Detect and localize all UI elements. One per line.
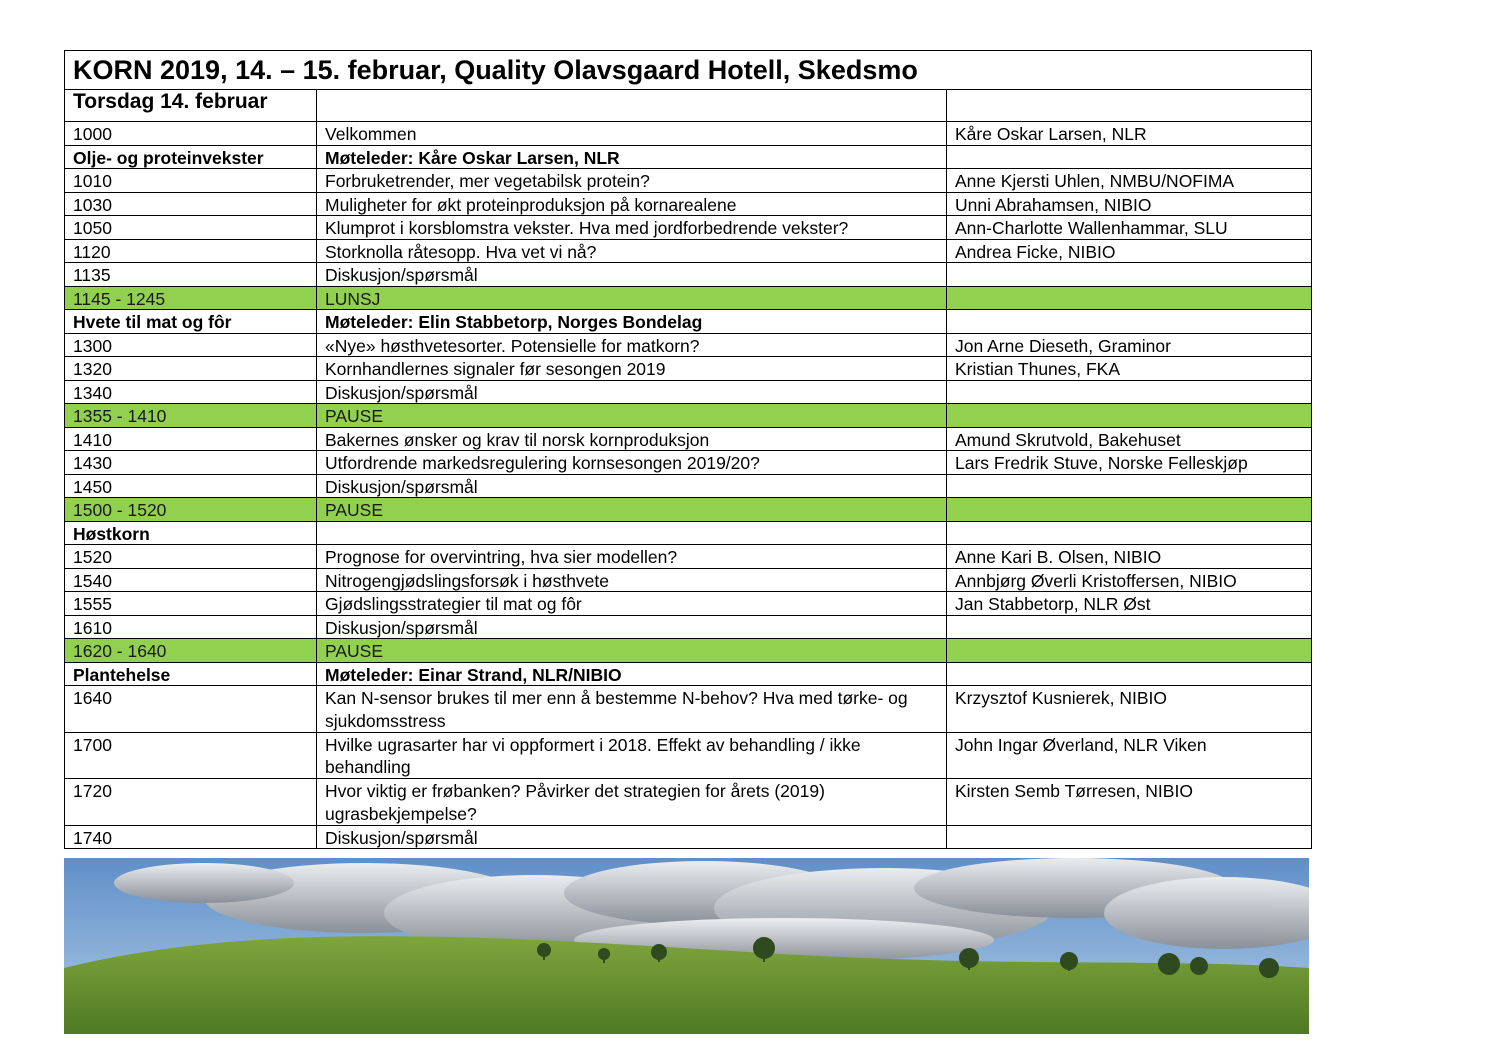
speaker-cell: Kristian Thunes, FKA [955,359,1121,379]
program-row [64,263,1312,287]
time-cell: 1030 [65,193,317,216]
time-cell: 1340 [65,381,317,404]
speaker-cell [947,146,1311,169]
topic-cell: LUNSJ [317,287,947,310]
speaker-cell [947,639,1311,662]
topic-cell: Diskusjon/spørsmål [317,475,947,498]
time-cell: Plantehelse [65,663,317,686]
time-cell: Hvete til mat og fôr [65,310,317,333]
break-row [64,639,1312,663]
program-row [64,334,1312,358]
section-row [64,522,1312,546]
program-row [64,545,1312,569]
break-row [64,498,1312,522]
topic-cell: Møteleder: Kåre Oskar Larsen, NLR [317,146,947,169]
topic-cell [317,522,947,545]
speaker-cell: Andrea Ficke, NIBIO [955,241,1116,262]
program-row [64,686,1312,733]
time-cell: 1555 [65,592,317,615]
time-cell: 1320 [65,357,317,380]
program-row [64,733,1312,780]
speaker-cell: Ann-Charlotte Wallenhammar, SLU [955,218,1228,238]
section-row [64,146,1312,170]
topic-cell: Storknolla råtesopp. Hva vet vi nå? [317,240,947,263]
topic-cell: Møteleder: Elin Stabbetorp, Norges Bondelag [317,310,947,333]
time-cell: 1000 [65,122,317,145]
program-row [64,428,1312,452]
speaker-cell: Kirsten Semb Tørresen, NIBIO [955,781,1193,801]
speaker-cell: John Ingar Øverland, NLR Viken [955,734,1207,755]
topic-cell: «Nye» høsthvetesorter. Potensielle for matkorn? [317,334,947,357]
topic-cell: Diskusjon/spørsmål [317,263,947,286]
time-cell: 1700 [65,733,317,779]
topic-cell: Forbruketrender, mer vegetabilsk protein? [317,169,947,192]
topic-cell: Hvor viktig er frøbanken? Påvirker det strategien for årets (2019) ugrasbekjempelse? [317,779,947,825]
topic-cell: Diskusjon/spørsmål [317,381,947,404]
topic-cell: Gjødslingsstrategier til mat og fôr [317,592,947,615]
break-row [64,287,1312,311]
program-rows [64,122,1312,849]
speaker-cell: Jon Arne Dieseth, Graminor [955,335,1171,356]
program-row [64,616,1312,640]
time-cell: 1520 [65,545,317,568]
speaker-cell [947,522,1311,545]
time-cell: 1620 - 1640 [65,639,317,662]
topic-cell: PAUSE [317,639,947,662]
topic-cell: Møteleder: Einar Strand, NLR/NIBIO [317,663,947,686]
speaker-cell: Kåre Oskar Larsen, NLR [955,124,1147,144]
time-cell: 1135 [65,263,317,286]
program-row [64,381,1312,405]
time-cell: 1540 [65,569,317,592]
speaker-cell [947,287,1311,310]
topic-cell: Nitrogengjødslingsforsøk i høsthvete [317,569,947,592]
topic-cell: Kan N-sensor brukes til mer enn å bestemme N-behov? Hva med tørke- og sjukdomsstress [317,686,947,732]
program-title: KORN 2019, 14. – 15. februar, Quality Olavsgaard Hotell, Skedsmo [64,50,1312,90]
program-row [64,592,1312,616]
speaker-cell [947,310,1311,333]
program-row [64,475,1312,499]
day-header-row [64,90,1312,122]
time-cell: 1450 [65,475,317,498]
speaker-cell: Krzysztof Kusnierek, NIBIO [955,688,1168,708]
section-row [64,310,1312,334]
time-cell: 1145 - 1245 [65,287,317,310]
landscape-photo [64,858,1309,1034]
speaker-cell [947,404,1311,427]
program-row [64,169,1312,193]
speaker-cell [947,826,1311,849]
speaker-cell: Amund Skrutvold, Bakehuset [955,429,1181,450]
time-cell: 1720 [65,779,317,825]
program-row [64,122,1312,146]
program-row [64,193,1312,217]
time-cell: Høstkorn [65,522,317,545]
topic-cell: PAUSE [317,498,947,521]
section-row [64,663,1312,687]
speaker-cell: Lars Fredrik Stuve, Norske Felleskjøp [955,453,1248,473]
topic-cell: Prognose for overvintring, hva sier modellen? [317,545,947,568]
time-cell: 1010 [65,169,317,192]
time-cell: 1300 [65,334,317,357]
topic-cell: PAUSE [317,404,947,427]
speaker-cell: Anne Kari B. Olsen, NIBIO [955,547,1162,567]
time-cell: 1050 [65,216,317,239]
program-row [64,240,1312,264]
speaker-cell [947,498,1311,521]
topic-cell: Hvilke ugrasarter har vi oppformert i 2018. Effekt av behandling / ikke behandling [317,733,947,779]
topic-cell: Utfordrende markedsregulering kornsesongen 2019/20? [317,451,947,474]
time-cell: 1355 - 1410 [65,404,317,427]
topic-cell: Diskusjon/spørsmål [317,826,947,849]
topic-cell: Velkommen [317,122,947,145]
topic-cell: Muligheter for økt proteinproduksjon på kornarealene [317,193,947,216]
program-row [64,451,1312,475]
time-cell: 1610 [65,616,317,639]
speaker-cell: Annbjørg Øverli Kristoffersen, NIBIO [955,570,1237,591]
time-cell: Olje- og proteinvekster [65,146,317,169]
program-row [64,216,1312,240]
time-cell: 1410 [65,428,317,451]
day-label: Torsdag 14. februar [65,90,317,121]
speaker-cell: Unni Abrahamsen, NIBIO [955,194,1152,215]
time-cell: 1500 - 1520 [65,498,317,521]
speaker-cell [947,616,1311,639]
topic-cell: Kornhandlernes signaler før sesongen 2019 [317,357,947,380]
topic-cell: Bakernes ønsker og krav til norsk kornproduksjon [317,428,947,451]
break-row [64,404,1312,428]
time-cell: 1640 [65,686,317,732]
time-cell: 1430 [65,451,317,474]
program-row [64,826,1312,850]
program-row [64,569,1312,593]
speaker-cell [947,381,1311,404]
speaker-cell [947,263,1311,286]
topic-cell: Klumprot i korsblomstra vekster. Hva med jordforbedrende vekster? [317,216,947,239]
speaker-cell [947,663,1311,686]
program-row [64,357,1312,381]
program-table [64,50,1312,849]
time-cell: 1740 [65,826,317,849]
program-row [64,779,1312,826]
topic-cell: Diskusjon/spørsmål [317,616,947,639]
day-header-empty-cell [947,90,1311,121]
day-header-empty-cell [317,90,947,121]
speaker-cell [947,475,1311,498]
time-cell: 1120 [65,240,317,263]
speaker-cell: Jan Stabbetorp, NLR Øst [955,594,1151,614]
speaker-cell: Anne Kjersti Uhlen, NMBU/NOFIMA [955,171,1235,191]
